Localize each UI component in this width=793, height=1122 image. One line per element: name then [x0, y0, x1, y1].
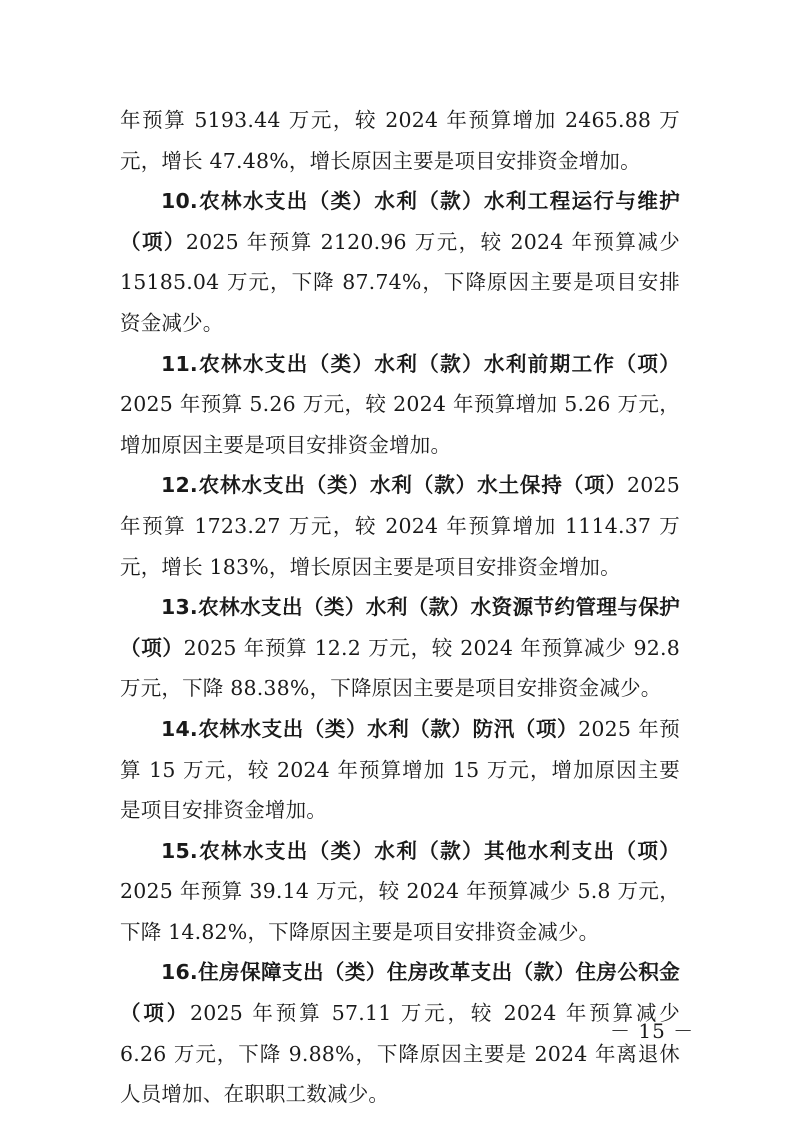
item-body: 2025 年预算 5.26 万元，较 2024 年预算增加 5.26 万元，增加原因主要是项目安排资金增加。	[120, 392, 680, 457]
item-body: 2025 年预算 57.11 万元，较 2024 年预算减少 6.26 万元，下降 9.88%，下降原因主要是 2024 年离退休人员增加、在职职工数减少。	[120, 1001, 680, 1107]
item-heading: 13.农林水支出（类）水利（款）水资源节约管理与保护（项）	[120, 595, 680, 660]
document-body	[120, 100, 680, 1115]
budget-item-15	[120, 831, 680, 953]
budget-item-16	[120, 952, 680, 1114]
item-heading: 14.农林水支出（类）水利（款）防汛（项）	[161, 716, 579, 741]
budget-item-11	[120, 344, 680, 466]
item-heading: 16.住房保障支出（类）住房改革支出（款）住房公积金（项）	[120, 960, 680, 1026]
item-body: 2025 年预算 15 万元，较 2024 年预算增加 15 万元，增加原因主要是项目安排资金增加。	[120, 716, 680, 823]
continuation-paragraph: 年预算 5193.44 万元，较 2024 年预算增加 2465.88 万元，增长 47.48%，增长原因主要是项目安排资金增加。	[120, 108, 680, 173]
item-heading: 11.农林水支出（类）水利（款）水利前期工作（项）	[161, 351, 680, 376]
item-body: 2025 年预算 12.2 万元，较 2024 年预算减少 92.8 万元，下降 88.38%，下降原因主要是项目安排资金减少。	[120, 635, 681, 701]
item-body: 2025 年预算 39.14 万元，较 2024 年预算减少 5.8 万元，下降 14.82%，下降原因主要是项目安排资金减少。	[120, 879, 680, 944]
budget-item-13	[120, 587, 680, 709]
budget-item-14	[120, 709, 680, 831]
item-body: 2025 年预算 1723.27 万元，较 2024 年预算增加 1114.37 万元，增长 183%，增长原因主要是项目安排资金增加。	[120, 473, 680, 579]
item-heading: 10.农林水支出（类）水利（款）水利工程运行与维护（项）	[120, 189, 680, 254]
item-heading: 15.农林水支出（类）水利（款）其他水利支出（项）	[161, 838, 680, 863]
budget-item-10	[120, 181, 680, 343]
item-heading: 12.农林水支出（类）水利（款）水土保持（项）	[161, 473, 628, 498]
item-body: 2025 年预算 2120.96 万元，较 2024 年预算减少 15185.04 万元，下降 87.74%，下降原因主要是项目安排资金减少。	[120, 229, 680, 335]
budget-item-12	[120, 465, 680, 587]
page-number: － 15 －	[610, 1019, 695, 1043]
